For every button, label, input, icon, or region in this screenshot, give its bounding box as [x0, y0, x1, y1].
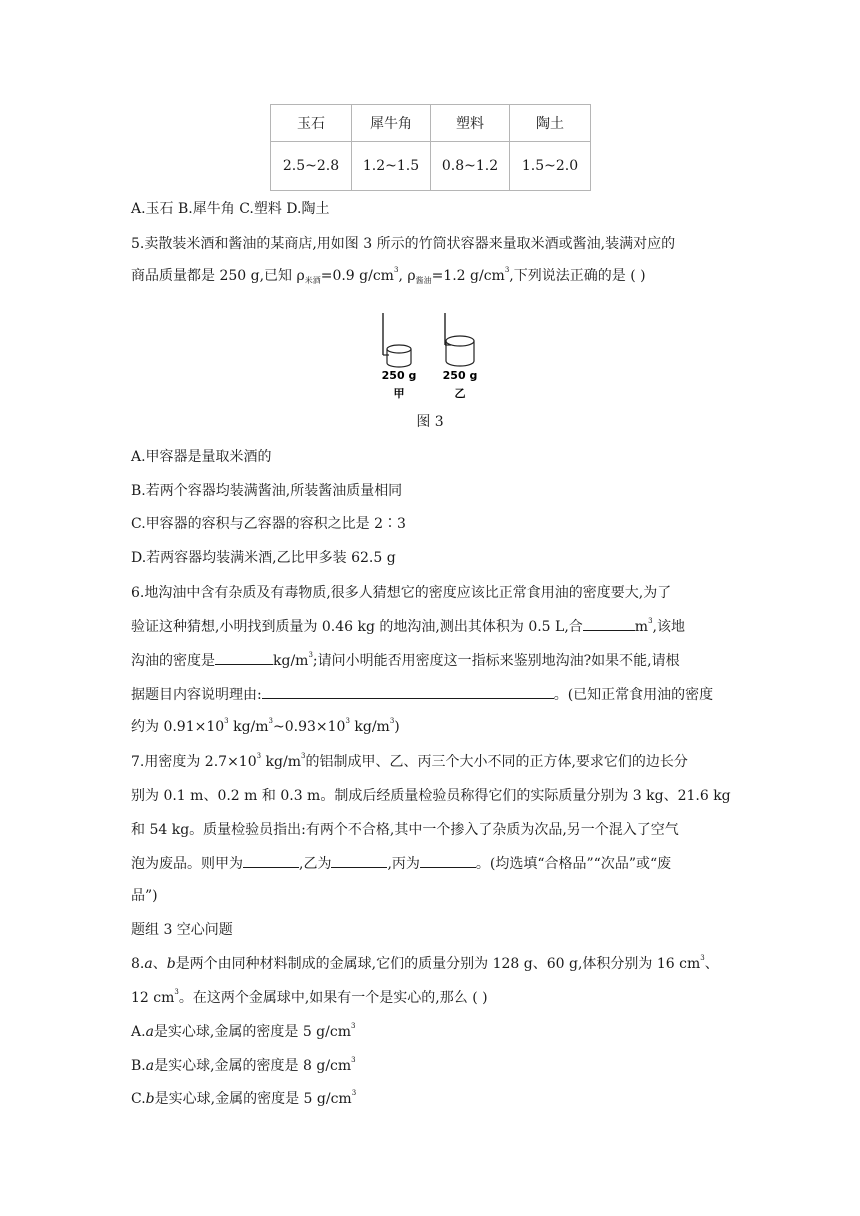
superscript: 3	[224, 717, 229, 725]
superscript: 3	[174, 988, 179, 996]
q5-text: , ρ	[398, 268, 416, 284]
q6-line4	[131, 684, 713, 705]
q6-text: 。(已知正常食用油的密度	[553, 687, 714, 703]
answer-blank[interactable]	[583, 616, 635, 631]
var-b: b	[145, 1091, 155, 1107]
group-3-title: 题组 3 空心问题	[131, 922, 233, 938]
q5-option-b: B.若两个容器均装满酱油,所装酱油质量相同	[131, 483, 403, 499]
answer-blank[interactable]	[331, 853, 387, 868]
superscript: 3	[700, 954, 705, 962]
label-right-name: 乙	[454, 387, 466, 400]
q8-option-c	[131, 1089, 356, 1109]
answer-blank[interactable]	[215, 650, 273, 665]
q7-text: ,乙为	[299, 856, 332, 872]
option-prefix: B.	[131, 1058, 146, 1074]
q8-option-b	[131, 1056, 356, 1076]
q7-line2: 别为 0.1 m、0.2 m 和 0.3 m。制成后经质量检验员称得它们的实际质量分别为 3 kg、21.6 kg	[131, 788, 731, 804]
q5-option-d: D.若两容器均装满米酒,乙比甲多装 62.5 g	[131, 550, 396, 566]
q6-text: 沟油的密度是	[131, 653, 215, 669]
q7-line4	[131, 853, 671, 874]
q8-text: 是两个由同种材料制成的金属球,它们的质量分别为 128 g、60 g,体积分别为 16 cm	[175, 956, 701, 972]
q6-text: kg/m	[349, 719, 390, 735]
container-jia	[383, 313, 411, 367]
superscript: 3	[268, 717, 273, 725]
q5-stem-line2	[131, 266, 646, 286]
option-text: 是实心球,金属的密度是 5 g/cm	[154, 1091, 352, 1107]
option-prefix: C.	[131, 1091, 146, 1107]
q5-option-a: A.甲容器是量取米酒的	[131, 449, 272, 465]
label-right-mass: 250 g	[442, 369, 478, 382]
var-a: a	[145, 1024, 154, 1040]
q6-line2	[131, 616, 685, 637]
q8-text: 。在这两个金属球中,如果有一个是实心的,那么 ( )	[178, 990, 488, 1006]
q8-text: 8.	[131, 956, 145, 972]
superscript: 3	[308, 651, 313, 659]
var-a: a	[144, 956, 153, 972]
table-cell: 1.5~2.0	[510, 142, 591, 191]
table-header-cell: 玉石	[271, 105, 352, 142]
q6-text: ;请问小明能否用密度这一指标来鉴别地沟油?如果不能,请根	[312, 653, 680, 669]
q8-line1	[131, 954, 719, 974]
q8-text: 、	[704, 956, 719, 972]
label-left-mass: 250 g	[381, 369, 417, 382]
q6-line3	[131, 650, 680, 671]
var-a: a	[145, 1058, 155, 1074]
superscript: 3	[256, 752, 262, 760]
q7-line1	[131, 752, 688, 772]
q8-text: 、	[152, 956, 167, 972]
superscript: 3	[648, 617, 653, 625]
q5-option-c: C.甲容器的容积与乙容器的容积之比是 2∶3	[131, 516, 406, 532]
q6-line1: 6.地沟油中含有杂质及有毒物质,很多人猜想它的密度应该比正常食用油的密度要大,为了	[131, 585, 672, 601]
q7-text: 。(均选填“合格品”“次品”或“废	[475, 856, 672, 872]
superscript: 3	[389, 717, 395, 725]
q5-text: =1.2 g/cm	[431, 268, 505, 284]
table-row	[271, 142, 591, 191]
q6-text: kg/m	[228, 719, 269, 735]
option-text: 是实心球,金属的密度是 5 g/cm	[153, 1024, 351, 1040]
q7-text: kg/m	[261, 754, 301, 770]
q7-text: ,丙为	[387, 856, 420, 872]
answer-blank[interactable]	[420, 853, 476, 868]
superscript: 3	[300, 752, 306, 760]
superscript: 3	[345, 717, 350, 725]
q6-line5	[131, 717, 400, 737]
label-left-name: 甲	[393, 387, 405, 400]
superscript: 3	[351, 1089, 357, 1097]
q7-line3: 和 54 kg。质量检验员指出:有两个不合格,其中一个掺入了杂质为次品,另一个混入了空气	[131, 822, 679, 838]
q8-text: 12 cm	[131, 990, 175, 1006]
q6-text: kg/m	[273, 653, 309, 669]
q7-line5: 品”)	[131, 888, 158, 904]
q5-stem-line1: 5.卖散装米酒和酱油的某商店,用如图 3 所示的竹筒状容器来量取米酒或酱油,装满对应的	[131, 236, 676, 252]
superscript: 3	[504, 266, 510, 274]
q5-text: 商品质量都是 250 g,已知 ρ	[131, 268, 305, 284]
answer-blank[interactable]	[262, 684, 554, 699]
rho-subscript: 酱油	[415, 276, 432, 285]
rho-subscript: 米酒	[304, 276, 321, 285]
figure-caption: 图 3	[416, 414, 444, 430]
q6-text: ,该地	[652, 619, 685, 635]
q7-text: 的铝制成甲、乙、丙三个大小不同的正方体,要求它们的边长分	[305, 754, 688, 770]
q8-option-a	[131, 1022, 355, 1042]
q6-text: 验证这种猜想,小明找到质量为 0.46 kg 的地沟油,测出其体积为 0.5 L,合	[131, 619, 583, 635]
table-cell: 1.2~1.5	[352, 142, 431, 191]
superscript: 3	[350, 1022, 356, 1030]
table-cell: 0.8~1.2	[431, 142, 510, 191]
q6-text: 据题目内容说明理由:	[131, 687, 262, 703]
q7-text: 泡为废品。则甲为	[131, 856, 243, 872]
q6-text: m	[634, 619, 649, 635]
table-header-cell: 陶土	[510, 105, 591, 142]
table-header-cell: 犀牛角	[352, 105, 431, 142]
q5-text: ,下列说法正确的是 ( )	[509, 268, 646, 284]
table-header-cell: 塑料	[431, 105, 510, 142]
option-text: 是实心球,金属的密度是 8 g/cm	[154, 1058, 352, 1074]
container-yi	[445, 313, 474, 366]
superscript: 3	[351, 1056, 356, 1064]
figure-3-bamboo-containers	[375, 311, 495, 403]
q6-text: ~0.93×10	[273, 719, 346, 735]
q6-text: 约为 0.91×10	[131, 719, 225, 735]
var-b: b	[166, 956, 176, 972]
q6-text: )	[394, 719, 400, 735]
q5-text: =0.9 g/cm	[320, 268, 394, 284]
option-prefix: A.	[131, 1024, 146, 1040]
superscript: 3	[393, 266, 399, 274]
table-cell: 2.5~2.8	[271, 142, 352, 191]
q8-line2	[131, 988, 488, 1008]
answer-blank[interactable]	[243, 853, 299, 868]
table-header-row	[271, 105, 591, 142]
density-table	[270, 104, 591, 191]
q4-options: A.玉石 B.犀牛角 C.塑料 D.陶土	[131, 201, 330, 217]
q7-text: 7.用密度为 2.7×10	[131, 754, 257, 770]
